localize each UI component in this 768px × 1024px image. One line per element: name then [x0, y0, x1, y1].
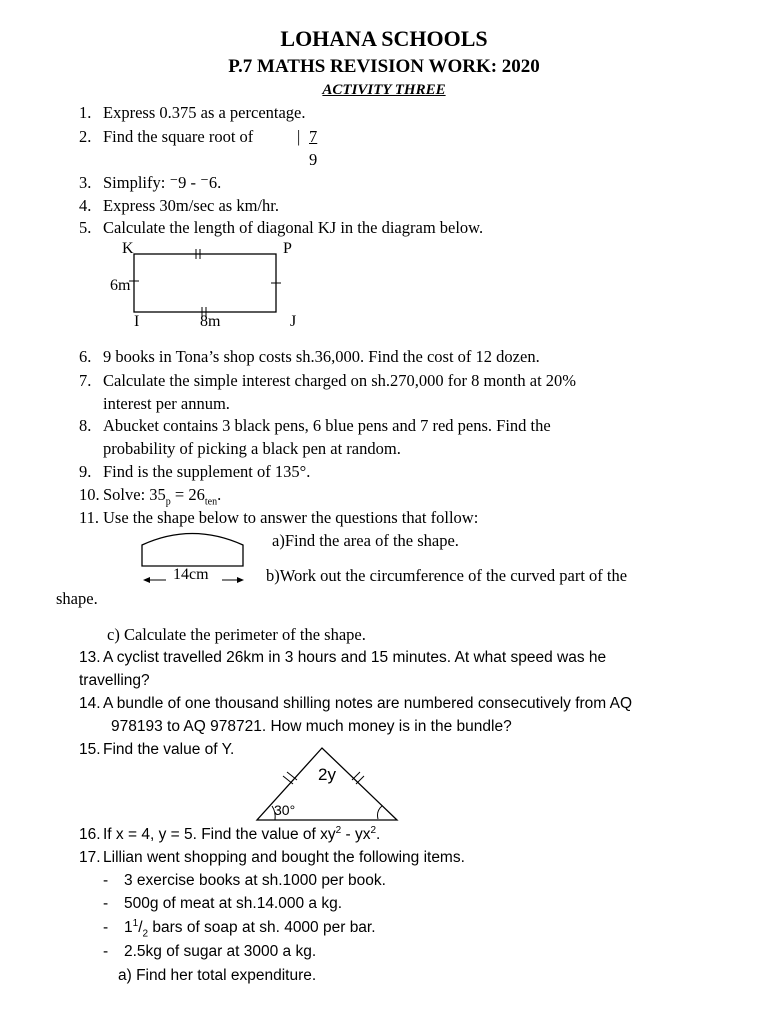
question-11b-continued: shape.	[56, 589, 98, 608]
question-text: Calculate the simple interest charged on sh.270,000 for 8 month at 20%	[103, 371, 577, 390]
side-length-label: 6m	[110, 277, 131, 294]
question-text: Find the value of Y.	[103, 741, 235, 758]
question-text: Find is the supplement of 135°.	[103, 462, 311, 481]
fraction-denominator: 2	[142, 928, 149, 940]
question-number: 7.	[79, 371, 92, 390]
activity-heading: ACTIVITY THREE	[322, 82, 446, 98]
base-angle-label: 30°	[274, 802, 296, 818]
bottom-length-label: 8m	[200, 313, 221, 330]
question-number: 11.	[79, 508, 100, 527]
punctuation: .	[376, 826, 381, 844]
list-bullet: -	[103, 872, 109, 889]
question-number: 10.	[79, 485, 100, 504]
vertex-label-j: J	[290, 313, 297, 330]
question-number: 2.	[79, 127, 92, 146]
question-text: Calculate the length of diagonal KJ in the diagram below.	[103, 218, 484, 237]
apex-angle-label: 2y	[318, 765, 336, 784]
tick-mark	[287, 772, 297, 780]
tick-mark	[283, 776, 293, 784]
list-item	[103, 872, 386, 890]
exponent: 2	[370, 825, 377, 836]
question-text: If x = 4, y = 5. Find the value of xy	[103, 826, 336, 844]
list-item-text: 2.5kg of sugar at 3000 a kg.	[124, 943, 317, 960]
question-text: Abucket contains 3 black pens, 6 blue pens and 7 red pens. Find the	[103, 416, 551, 435]
fraction-numerator: 7	[309, 127, 318, 146]
question-text: A bundle of one thousand shilling notes are numbered consecutively from AQ	[103, 695, 633, 712]
question-text: Solve: 35	[103, 485, 166, 504]
base-subscript: p	[165, 496, 171, 508]
question-number: 6.	[79, 347, 92, 366]
question-8-continued: probability of picking a black pen at random.	[103, 439, 401, 458]
question-13-continued: travelling?	[79, 672, 150, 689]
question-7-continued: interest per annum.	[103, 394, 230, 413]
question-17a: a) Find her total expenditure.	[118, 967, 317, 984]
question-text: Use the shape below to answer the questions that follow:	[103, 508, 479, 527]
vertex-label-k: K	[122, 240, 134, 257]
fraction-slash: /	[138, 919, 143, 937]
question-number: 3.	[79, 173, 92, 192]
school-name: LOHANA SCHOOLS	[280, 26, 488, 51]
question-text: A cyclist travelled 26km in 3 hours and 15 minutes. At what speed was he	[103, 649, 607, 666]
page-title: P.7 MATHS REVISION WORK: 2020	[228, 56, 540, 77]
question-text: Find the square root of	[103, 127, 254, 146]
question-11b: b)Work out the circumference of the curved part of the	[266, 566, 628, 585]
mixed-number-whole: 1	[124, 919, 133, 937]
question-text: Lillian went shopping and bought the following items.	[103, 849, 465, 866]
punctuation: .	[217, 485, 222, 504]
vertex-label-p: P	[283, 240, 292, 257]
tick-mark	[352, 772, 360, 780]
list-item-text: bars of soap at sh. 4000 per bar.	[148, 919, 376, 937]
question-text: Simplify: ⁻9 - ⁻6.	[103, 173, 222, 192]
question-number: 14.	[79, 695, 101, 712]
list-item	[103, 895, 342, 913]
exponent: 2	[335, 825, 342, 836]
list-item	[103, 918, 376, 939]
question-number: 4.	[79, 196, 92, 215]
angle-arc-right	[378, 806, 383, 819]
fraction-denominator: 9	[309, 150, 318, 169]
list-bullet: -	[103, 919, 109, 937]
question-number: 8.	[79, 416, 92, 435]
question-number: 5.	[79, 218, 92, 237]
question-16	[79, 825, 380, 844]
list-item	[103, 943, 316, 961]
question-number: 16.	[79, 826, 101, 844]
list-item-text: 3 exercise books at sh.1000 per book.	[124, 872, 386, 889]
question-number: 13.	[79, 649, 101, 666]
list-bullet: -	[103, 943, 109, 960]
question-number: 9.	[79, 462, 92, 481]
question-11a: a)Find the area of the shape.	[272, 531, 459, 550]
question-number: 17.	[79, 849, 101, 866]
question-17	[79, 849, 465, 867]
fraction-numerator: 1	[132, 918, 139, 929]
list-item-text: 500g of meat at sh.14.000 a kg.	[124, 895, 343, 912]
list-bullet: -	[103, 895, 109, 912]
vertex-label-i: I	[134, 313, 140, 330]
question-text: Express 0.375 as a percentage.	[103, 103, 306, 122]
question-11c: c) Calculate the perimeter of the shape.	[107, 625, 366, 644]
width-label: 14cm	[173, 566, 209, 583]
tick-mark	[356, 776, 364, 784]
question-number: 1.	[79, 103, 92, 122]
question-number: 15.	[79, 741, 101, 758]
base-subscript: ten	[204, 496, 218, 508]
question-14-continued: 978193 to AQ 978721. How much money is in the bundle?	[111, 718, 512, 735]
equation-part: = 26	[170, 485, 205, 504]
question-text: Express 30m/sec as km/hr.	[103, 196, 279, 215]
expression-part: - yx	[341, 826, 371, 844]
root-bar: |	[297, 127, 301, 146]
question-text: 9 books in Tona’s shop costs sh.36,000. Find the cost of 12 dozen.	[103, 347, 540, 366]
